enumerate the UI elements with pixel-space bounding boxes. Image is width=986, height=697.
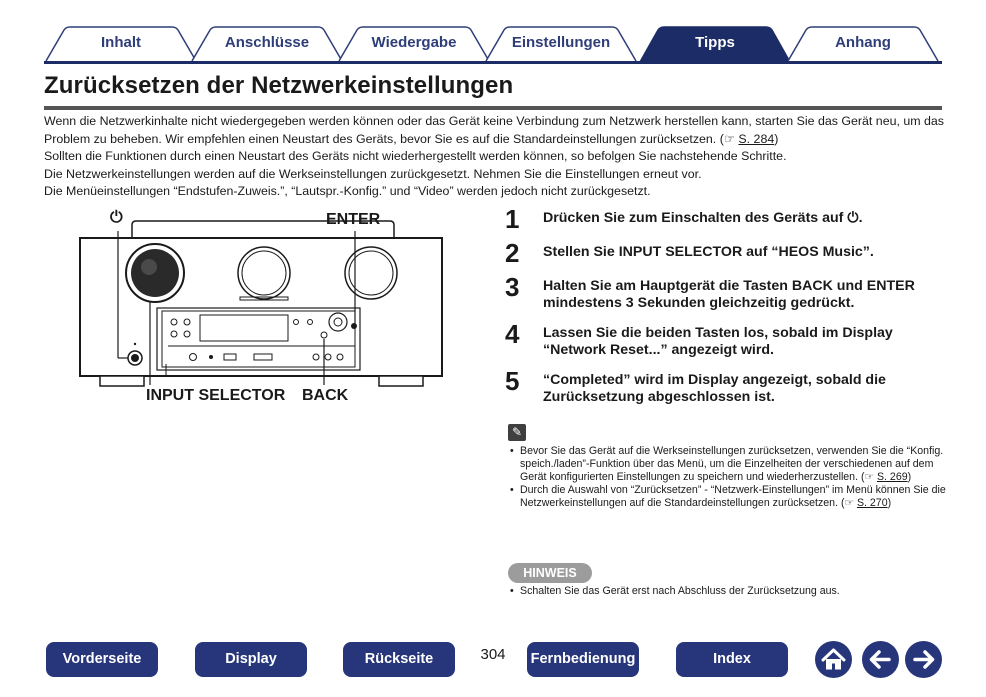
page-reference-label: S. 284 [738,131,775,146]
index-button[interactable]: Index [676,642,788,677]
note-text: Bevor Sie das Gerät auf die Werkseinstellungen zurücksetzen, verwenden Sie die “Konfig. speich./laden”-Funktion über das Menü, um die Einzelheiten der verschiedenen auf dem Gerät konfigurierten Einstellungen zu speichern und wiederherzustellen. [520,445,944,483]
home-icon [815,641,852,678]
power-icon-label: ⏻ [110,209,123,226]
home-button[interactable] [815,641,852,678]
step-text: Stellen Sie INPUT SELECTOR auf “HEOS Music”. [543,244,874,260]
device-front-panel-figure [70,205,460,410]
page-number: 304 [480,646,506,663]
page-title: Zurücksetzen der Netzwerkeinstellungen [44,72,514,99]
step-number: 5 [505,366,520,396]
tab-tipps[interactable] [638,26,792,62]
intro-text-1: Wenn die Netzwerkinhalte nicht wiedergegeben werden können oder das Gerät keine Verbindung zum Netzwerk herstellen kann, starten Sie das Gerät neu, um das Problem zu beheben. Wir empfehlen einen Neustart des Geräts, bevor Sie es auf die Standardeinstellungen zurücksetzen. [44,114,944,146]
tab-wiedergabe[interactable] [337,26,491,62]
intro-text [44,113,944,201]
step-text: Drücken Sie zum Einschalten des Geräts auf ⏻. [543,210,863,226]
tab-anhang[interactable] [786,26,940,62]
step-number: 4 [505,319,520,349]
step-item [505,368,945,406]
tab-label: Anschlüsse [224,34,310,51]
tab-label: Tipps [695,34,735,51]
tab-label: Wiedergabe [371,34,457,51]
tab-inhalt[interactable] [44,26,198,62]
note-text: Durch die Auswahl von “Zurücksetzen” - “Netzwerk-Einstellungen” im Menü können Sie die Netzwerkeinstellungen auf die Standardeinstellungen zurücksetzen. [520,484,946,509]
tab-underline [44,61,942,64]
tab-label: Inhalt [101,34,141,51]
step-item [505,206,945,232]
list-item [508,484,946,510]
tab-label: Einstellungen [511,34,611,51]
step-item [505,274,945,312]
vorderseite-button[interactable]: Vorderseite [46,642,158,677]
page-reference-link[interactable]: (☞ S. 284) [719,131,779,146]
display-button[interactable]: Display [195,642,307,677]
notes-list [508,445,946,510]
step-number: 1 [505,204,520,234]
pointing-hand-icon: ☞ [864,471,875,483]
page-reference-label: S. 269 [876,471,908,483]
rueckseite-button[interactable]: Rückseite [343,642,455,677]
list-item: • Schalten Sie das Gerät erst nach Abschluss der Zurücksetzung aus. [508,585,946,598]
pointing-hand-icon: ☞ [723,131,735,146]
step-text: “Completed” wird im Display angezeigt, sobald die Zurücksetzung abgeschlossen ist. [543,372,886,405]
intro-paragraph-4: Die Menüeinstellungen “Endstufen-Zuweis.”, “Lautspr.-Konfig.” und “Video” werden jedoch nicht zurückgesetzt. [44,184,651,198]
page-reference-link[interactable]: (☞ S. 269) [860,471,912,483]
arrow-left-icon [862,641,899,678]
fernbedienung-button[interactable]: Fernbedienung [527,642,639,677]
step-text: Lassen Sie die beiden Tasten los, sobald im Display “Network Reset...” angezeigt wird. [543,325,893,358]
enter-label: ENTER [326,211,381,228]
tab-label: Anhang [835,34,891,51]
step-item [505,240,945,266]
arrow-right-icon [905,641,942,678]
title-divider [44,106,942,110]
step-number: 3 [505,272,520,302]
step-number: 2 [505,238,520,268]
step-list [505,206,945,406]
intro-paragraph-1 [44,113,944,148]
hinweis-badge: HINWEIS [508,563,592,583]
pointing-hand-icon: ☞ [844,497,854,509]
intro-paragraph-2: Sollten die Funktionen durch einen Neustart des Geräts nicht wiederhergestellt werden können, so befolgen Sie nachstehende Schritte. [44,149,787,163]
tab-einstellungen[interactable] [484,26,638,62]
list-item [508,445,946,484]
hinweis-list [508,585,946,598]
page-reference-label: S. 270 [856,497,888,509]
device-illustration [70,205,460,410]
back-label: BACK [302,387,349,404]
intro-paragraph-3: Die Netzwerkeinstellungen werden auf die Werkseinstellungen zurückgesetzt. Nehmen Sie die Einstellungen erneut vor. [44,166,702,181]
step-text: Halten Sie am Hauptgerät die Tasten BACK und ENTER mindestens 3 Sekunden gleichzeitig gedrückt. [543,278,915,311]
previous-page-button[interactable] [862,641,899,678]
tab-anschluesse[interactable] [190,26,344,62]
pencil-icon: ✎ [508,424,526,441]
next-page-button[interactable] [905,641,942,678]
page-reference-link[interactable]: (☞ S. 270) [840,497,892,509]
input-selector-label: INPUT SELECTOR [146,387,286,404]
tab-bar [44,26,942,62]
step-item [505,321,945,359]
